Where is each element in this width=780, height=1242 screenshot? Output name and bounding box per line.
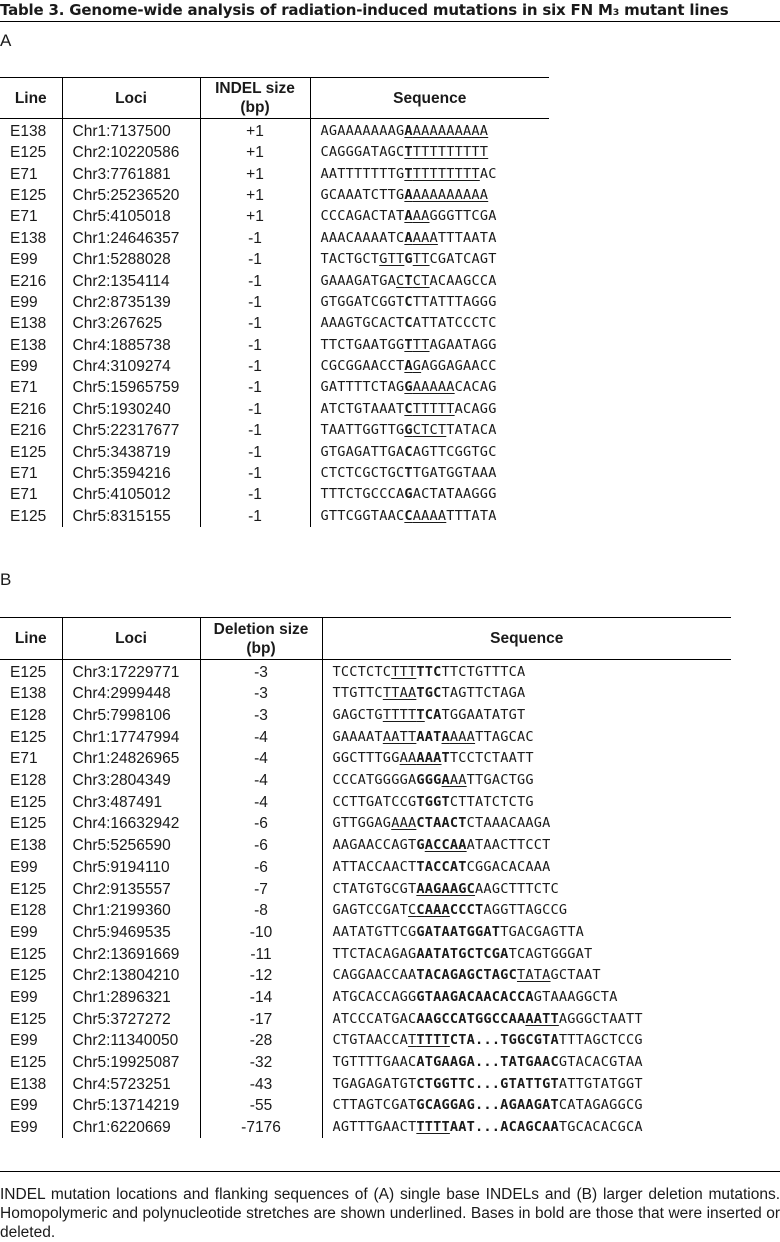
cell-sequence: TTGTTCTTAATGCTAGTTCTAGA bbox=[322, 683, 731, 705]
cell-size: -1 bbox=[200, 377, 310, 398]
cell-line: E125 bbox=[10, 186, 47, 204]
table-row bbox=[0, 965, 731, 987]
cell-sequence: ATTACCAACTTACCATCGGACACAAA bbox=[322, 857, 731, 879]
cell-line: E128 bbox=[10, 707, 47, 725]
cell-sequence: CTGTAACCATTTTTCTA...TGGCGTATTTAGCTCCG bbox=[322, 1030, 731, 1052]
cell-loci: Chr2:1354114 bbox=[62, 270, 200, 291]
cell-line: E71 bbox=[10, 465, 38, 483]
cell-loci: Chr3:17229771 bbox=[62, 660, 200, 684]
table-row bbox=[0, 813, 731, 835]
cell-size: -1 bbox=[200, 463, 310, 484]
cell-loci: Chr4:2999448 bbox=[62, 683, 200, 705]
cell-line: E71 bbox=[10, 379, 38, 397]
cell-sequence: GAGTCCGATCCAAACCCTAGGTTAGCCG bbox=[322, 900, 731, 922]
cell-sequence: GAAAGATGACTCTACAAGCCA bbox=[310, 270, 549, 291]
cell-size: -6 bbox=[200, 857, 322, 879]
indel-table-header bbox=[0, 78, 549, 119]
cell-loci: Chr1:2896321 bbox=[62, 987, 200, 1009]
cell-size: +1 bbox=[200, 119, 310, 143]
cell-loci: Chr1:2199360 bbox=[62, 900, 200, 922]
cell-line: E125 bbox=[10, 1010, 47, 1028]
cell-line: E99 bbox=[10, 251, 38, 269]
table-row bbox=[0, 249, 549, 270]
cell-sequence: CGCGGAACCTAGAGGAGAACC bbox=[310, 356, 549, 377]
cell-sequence: AGAAAAAAAGAAAAAAAAAA bbox=[310, 119, 549, 143]
cell-size: -8 bbox=[200, 900, 322, 922]
cell-loci: Chr5:13714219 bbox=[62, 1095, 200, 1117]
deletion-table bbox=[0, 617, 731, 1138]
cell-loci: Chr5:19925087 bbox=[62, 1052, 200, 1074]
cell-line: E99 bbox=[10, 1097, 38, 1115]
cell-sequence: ATCTGTAAATCTTTTTACAGG bbox=[310, 399, 549, 420]
cell-sequence: GTTGGAGAAACTAACTCTAAACAAGA bbox=[322, 813, 731, 835]
cell-loci: Chr3:7761881 bbox=[62, 163, 200, 184]
table-row bbox=[0, 1117, 731, 1139]
cell-loci: Chr4:16632942 bbox=[62, 813, 200, 835]
cell-loci: Chr4:3109274 bbox=[62, 356, 200, 377]
table-row bbox=[0, 119, 549, 143]
table-row bbox=[0, 377, 549, 398]
cell-loci: Chr5:9194110 bbox=[62, 857, 200, 879]
table-row bbox=[0, 835, 731, 857]
table-row bbox=[0, 185, 549, 206]
cell-sequence: GAGCTGTTTTTCATGGAATATGT bbox=[322, 705, 731, 727]
cell-loci: Chr1:17747994 bbox=[62, 726, 200, 748]
cell-loci: Chr1:24826965 bbox=[62, 748, 200, 770]
title-rule bbox=[0, 21, 780, 22]
cell-size: -1 bbox=[200, 313, 310, 334]
table-row bbox=[0, 463, 549, 484]
cell-line: E71 bbox=[10, 486, 38, 504]
table-row bbox=[0, 313, 549, 334]
table-row bbox=[0, 356, 549, 377]
cell-line: E128 bbox=[10, 772, 47, 790]
cell-line: E128 bbox=[10, 902, 47, 920]
indel-table-body bbox=[0, 119, 549, 528]
deletion-table-body bbox=[0, 660, 731, 1139]
cell-size: -28 bbox=[200, 1030, 322, 1052]
cell-line: E216 bbox=[10, 272, 47, 290]
table-title-text: Table 3. Genome-wide analysis of radiation-induced mutations in six FN M₃ mutant lines bbox=[0, 1, 729, 19]
cell-loci: Chr1:5288028 bbox=[62, 249, 200, 270]
table-row bbox=[0, 1008, 731, 1030]
cell-sequence: CCCAGACTATAAAGGGTTCGA bbox=[310, 206, 549, 227]
cell-sequence: AAGAACCAGTGACCAAATAACTTCCT bbox=[322, 835, 731, 857]
cell-size: +1 bbox=[200, 206, 310, 227]
cell-loci: Chr1:24646357 bbox=[62, 228, 200, 249]
cell-loci: Chr5:22317677 bbox=[62, 420, 200, 441]
cell-loci: Chr2:13804210 bbox=[62, 965, 200, 987]
cell-size: -4 bbox=[200, 726, 322, 748]
cell-loci: Chr5:5256590 bbox=[62, 835, 200, 857]
cell-sequence: TTCTGAATGGTTTAGAATAGG bbox=[310, 335, 549, 356]
cell-sequence: TACTGCTGTTGTTCGATCAGT bbox=[310, 249, 549, 270]
cell-line: E125 bbox=[10, 1054, 47, 1072]
panel-a-label: A bbox=[0, 31, 12, 50]
cell-line: E125 bbox=[10, 443, 47, 461]
cell-sequence: TCCTCTCTTTTTCTTCTGTTTCA bbox=[322, 660, 731, 684]
cell-loci: Chr5:25236520 bbox=[62, 185, 200, 206]
cell-line: E138 bbox=[10, 229, 47, 247]
cell-line: E138 bbox=[10, 315, 47, 333]
table-row bbox=[0, 1030, 731, 1052]
table-row bbox=[0, 726, 731, 748]
cell-line: E125 bbox=[10, 967, 47, 985]
deletion-table-header bbox=[0, 618, 731, 660]
cell-loci: Chr5:15965759 bbox=[62, 377, 200, 398]
cell-loci: Chr4:1885738 bbox=[62, 335, 200, 356]
cell-size: -1 bbox=[200, 399, 310, 420]
cell-sequence: CAGGAACCAATACAGAGCTAGCTATAGCTAAT bbox=[322, 965, 731, 987]
cell-sequence: GATTTTCTAGGAAAAACACAG bbox=[310, 377, 549, 398]
cell-line: E138 bbox=[10, 336, 47, 354]
table-row bbox=[0, 1095, 731, 1117]
header-line: Line bbox=[14, 630, 47, 647]
cell-sequence: TTCTACAGAGAATATGCTCGATCAGTGGGAT bbox=[322, 943, 731, 965]
header-loci: Loci bbox=[62, 618, 200, 660]
header-deletion-size: Deletion size (bp) bbox=[200, 618, 322, 660]
cell-loci: Chr2:8735139 bbox=[62, 292, 200, 313]
cell-sequence: AATTTTTTTGTTTTTTTTTAC bbox=[310, 163, 549, 184]
cell-line: E99 bbox=[10, 988, 38, 1006]
cell-loci: Chr1:6220669 bbox=[62, 1117, 200, 1139]
cell-size: -7 bbox=[200, 878, 322, 900]
cell-size: -11 bbox=[200, 943, 322, 965]
cell-loci: Chr2:9135557 bbox=[62, 878, 200, 900]
cell-loci: Chr3:267625 bbox=[62, 313, 200, 334]
cell-loci: Chr5:9469535 bbox=[62, 922, 200, 944]
cell-size: -4 bbox=[200, 748, 322, 770]
cell-line: E125 bbox=[10, 144, 47, 162]
header-sequence: Sequence bbox=[310, 78, 549, 119]
cell-loci: Chr2:11340050 bbox=[62, 1030, 200, 1052]
cell-line: E99 bbox=[10, 1119, 38, 1137]
cell-size: -43 bbox=[200, 1073, 322, 1095]
cell-loci: Chr3:487491 bbox=[62, 791, 200, 813]
cell-loci: Chr5:3727272 bbox=[62, 1008, 200, 1030]
cell-line: E99 bbox=[10, 293, 38, 311]
cell-size: -3 bbox=[200, 705, 322, 727]
table-row bbox=[0, 399, 549, 420]
cell-size: -32 bbox=[200, 1052, 322, 1074]
cell-line: E138 bbox=[10, 1075, 47, 1093]
cell-line: E125 bbox=[10, 945, 47, 963]
cell-size: -4 bbox=[200, 791, 322, 813]
cell-sequence: CTCTCGCTGCTTGATGGTAAA bbox=[310, 463, 549, 484]
table-row bbox=[0, 705, 731, 727]
cell-loci: Chr5:4105012 bbox=[62, 484, 200, 505]
panel-b-label: B bbox=[0, 570, 12, 589]
cell-loci: Chr4:5723251 bbox=[62, 1073, 200, 1095]
cell-line: E71 bbox=[10, 750, 38, 768]
table-row bbox=[0, 270, 549, 291]
cell-size: -1 bbox=[200, 292, 310, 313]
cell-sequence: GTGAGATTGACAGTTCGGTGC bbox=[310, 441, 549, 462]
table-row bbox=[0, 163, 549, 184]
table-row bbox=[0, 857, 731, 879]
cell-loci: Chr5:1930240 bbox=[62, 399, 200, 420]
cell-sequence: TGAGAGATGTCTGGTTC...GTATTGTATTGTATGGT bbox=[322, 1073, 731, 1095]
cell-sequence: TTTCTGCCCAGACTATAAGGG bbox=[310, 484, 549, 505]
cell-sequence: GTGGATCGGTCTTATTTAGGG bbox=[310, 292, 549, 313]
cell-line: E71 bbox=[10, 208, 38, 226]
cell-sequence: GTTCGGTAACCAAAATTTATA bbox=[310, 506, 549, 527]
cell-loci: Chr1:7137500 bbox=[62, 119, 200, 143]
cell-line: E216 bbox=[10, 400, 47, 418]
cell-sequence: CCTTGATCCGTGGTCTTATCTCTG bbox=[322, 791, 731, 813]
cell-line: E99 bbox=[10, 923, 38, 941]
cell-size: -12 bbox=[200, 965, 322, 987]
cell-loci: Chr2:13691669 bbox=[62, 943, 200, 965]
table-row bbox=[0, 335, 549, 356]
cell-sequence: GGCTTTGGAAAAATTCCTCTAATT bbox=[322, 748, 731, 770]
table-row bbox=[0, 987, 731, 1009]
cell-loci: Chr5:7998106 bbox=[62, 705, 200, 727]
cell-loci: Chr2:10220586 bbox=[62, 142, 200, 163]
table-row bbox=[0, 943, 731, 965]
cell-line: E125 bbox=[10, 507, 47, 525]
cell-sequence: CCCATGGGGAGGGAAATTGACTGG bbox=[322, 770, 731, 792]
cell-loci: Chr3:2804349 bbox=[62, 770, 200, 792]
cell-size: -1 bbox=[200, 270, 310, 291]
cell-line: E125 bbox=[10, 664, 47, 681]
cell-line: E138 bbox=[10, 837, 47, 855]
cell-size: -55 bbox=[200, 1095, 322, 1117]
table-row bbox=[0, 142, 549, 163]
cell-size: -7176 bbox=[200, 1117, 322, 1139]
cell-size: -1 bbox=[200, 484, 310, 505]
table-row bbox=[0, 878, 731, 900]
table-row bbox=[0, 791, 731, 813]
cell-line: E125 bbox=[10, 728, 47, 746]
header-sequence: Sequence bbox=[322, 618, 731, 660]
cell-sequence: ATCCCATGACAAGCCATGGCCAAAATTAGGGCTAATT bbox=[322, 1008, 731, 1030]
cell-line: E99 bbox=[10, 858, 38, 876]
cell-loci: Chr5:8315155 bbox=[62, 506, 200, 527]
cell-size: -1 bbox=[200, 506, 310, 527]
cell-size: -1 bbox=[200, 420, 310, 441]
cell-size: -3 bbox=[200, 660, 322, 684]
cell-size: +1 bbox=[200, 163, 310, 184]
cell-line: E125 bbox=[10, 880, 47, 898]
cell-sequence: AGTTTGAACTTTTTAAT...ACAGCAATGCACACGCA bbox=[322, 1117, 731, 1139]
table-row bbox=[0, 441, 549, 462]
cell-sequence: ATGCACCAGGGTAAGACAACACCAGTAAAGGCTA bbox=[322, 987, 731, 1009]
cell-sequence: AAAGTGCACTCATTATCCCTC bbox=[310, 313, 549, 334]
table-row bbox=[0, 420, 549, 441]
table-row bbox=[0, 484, 549, 505]
caption-rule bbox=[0, 1171, 780, 1172]
cell-sequence: CTTAGTCGATGCAGGAG...AGAAGATCATAGAGGCG bbox=[322, 1095, 731, 1117]
cell-sequence: CTATGTGCGTAAGAAGCAAGCTTTCTC bbox=[322, 878, 731, 900]
cell-line: E125 bbox=[10, 815, 47, 833]
cell-size: -17 bbox=[200, 1008, 322, 1030]
table-row bbox=[0, 770, 731, 792]
cell-sequence: AAACAAAATCAAAATTTAATA bbox=[310, 228, 549, 249]
table-row bbox=[0, 1052, 731, 1074]
cell-line: E138 bbox=[10, 123, 47, 140]
cell-line: E138 bbox=[10, 685, 47, 703]
cell-sequence: CAGGGATAGCTTTTTTTTTT bbox=[310, 142, 549, 163]
cell-size: -3 bbox=[200, 683, 322, 705]
indel-table bbox=[0, 77, 549, 527]
table-title bbox=[0, 0, 780, 22]
header-loci: Loci bbox=[62, 78, 200, 119]
table-row bbox=[0, 900, 731, 922]
table-row bbox=[0, 660, 731, 684]
cell-sequence: TGTTTTGAACATGAAGA...TATGAACGTACACGTAA bbox=[322, 1052, 731, 1074]
table-row bbox=[0, 206, 549, 227]
cell-sequence: GAAAATAATTAATAAAATTAGCAC bbox=[322, 726, 731, 748]
cell-size: -10 bbox=[200, 922, 322, 944]
header-line: Line bbox=[14, 89, 47, 107]
cell-loci: Chr5:4105018 bbox=[62, 206, 200, 227]
table-row bbox=[0, 228, 549, 249]
table-caption: INDEL mutation locations and flanking sequences of (A) single base INDELs and (B) larger deletion mutations. Homopolymeric and polynucleotide stretches are shown underlined. Bases in bold are those that were inserted or deleted. bbox=[0, 1186, 780, 1241]
cell-size: +1 bbox=[200, 185, 310, 206]
cell-size: -1 bbox=[200, 249, 310, 270]
cell-line: E99 bbox=[10, 1032, 38, 1050]
cell-sequence: TAATTGGTTGGCTCTTATACA bbox=[310, 420, 549, 441]
cell-size: -14 bbox=[200, 987, 322, 1009]
cell-size: -1 bbox=[200, 335, 310, 356]
cell-size: -6 bbox=[200, 813, 322, 835]
cell-line: E99 bbox=[10, 358, 38, 376]
cell-size: -1 bbox=[200, 228, 310, 249]
cell-line: E216 bbox=[10, 422, 47, 440]
cell-size: +1 bbox=[200, 142, 310, 163]
cell-size: -4 bbox=[200, 770, 322, 792]
cell-loci: Chr5:3594216 bbox=[62, 463, 200, 484]
table-row bbox=[0, 683, 731, 705]
cell-size: -6 bbox=[200, 835, 322, 857]
table-row bbox=[0, 922, 731, 944]
cell-size: -1 bbox=[200, 356, 310, 377]
cell-sequence: AATATGTTCGGATAATGGATTGACGAGTTA bbox=[322, 922, 731, 944]
header-indel-size: INDEL size (bp) bbox=[200, 78, 310, 119]
table-row bbox=[0, 1073, 731, 1095]
table-row bbox=[0, 748, 731, 770]
table-row bbox=[0, 506, 549, 527]
cell-loci: Chr5:3438719 bbox=[62, 441, 200, 462]
cell-line: E125 bbox=[10, 793, 47, 811]
cell-size: -1 bbox=[200, 441, 310, 462]
table-row bbox=[0, 292, 549, 313]
cell-line: E71 bbox=[10, 165, 38, 183]
cell-sequence: GCAAATCTTGAAAAAAAAAA bbox=[310, 185, 549, 206]
